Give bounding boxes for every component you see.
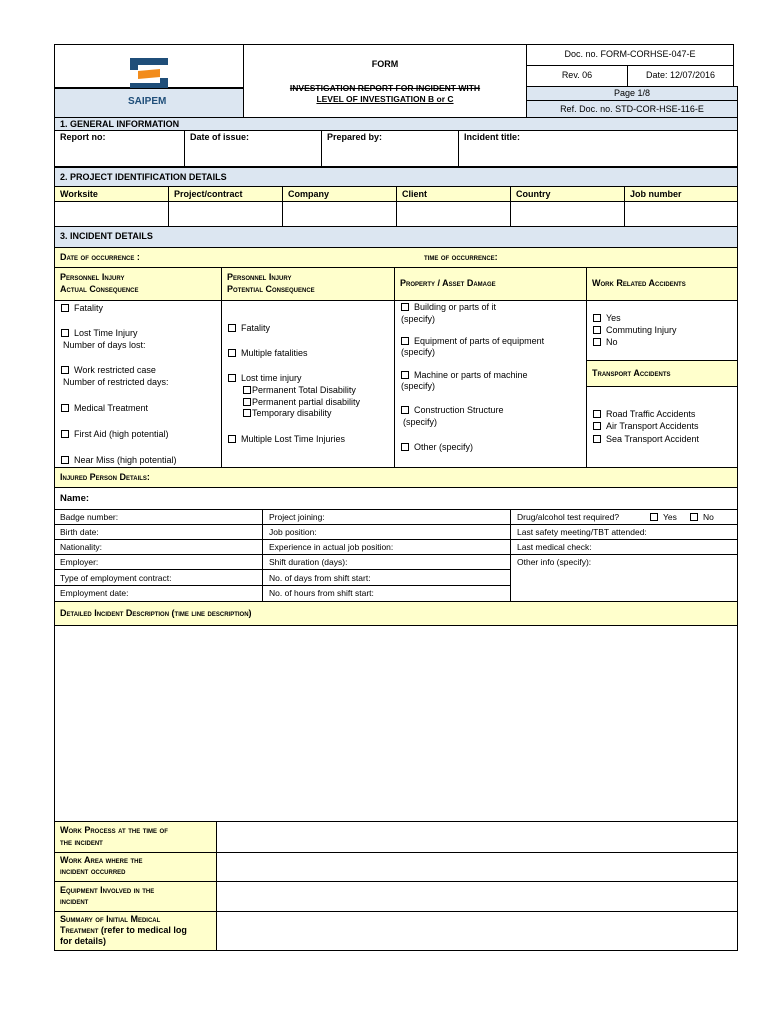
sea-transport-option[interactable]: Sea Transport Accident: [593, 434, 699, 444]
work-area-field[interactable]: [216, 852, 738, 882]
summary-field[interactable]: [216, 911, 738, 951]
work-process-line1: Work Process at the time of: [60, 825, 168, 835]
drug-test-label: Drug/alcohol test required?: [517, 512, 620, 522]
equipment-field[interactable]: [216, 881, 738, 912]
page-number: Page 1/8: [613, 88, 651, 98]
equipment-line2: incident: [60, 896, 89, 906]
potential-fatality-checkbox[interactable]: [228, 324, 236, 332]
project-joining-label: Project joining:: [269, 512, 325, 522]
construction-option[interactable]: Construction Structure: [401, 405, 504, 415]
perm-partial-checkbox[interactable]: [243, 398, 251, 406]
job-number-label: Job number: [630, 189, 682, 199]
project-contract-field[interactable]: [168, 201, 283, 227]
temporary-checkbox[interactable]: [243, 409, 251, 417]
potential-multiple-lti-option[interactable]: Multiple Lost Time Injuries: [228, 434, 345, 444]
building-option[interactable]: Building or parts of it: [401, 302, 496, 312]
hours-from-shift-label: No. of hours from shift start:: [269, 588, 374, 598]
building-checkbox[interactable]: [401, 303, 409, 311]
transport-header-label: Transport Accidents: [592, 368, 671, 378]
actual-first-aid-option[interactable]: First Aid (high potential): [61, 429, 169, 439]
perm-partial-option[interactable]: Permanent partial disability: [243, 397, 360, 407]
last-medical-check-label: Last medical check:: [517, 542, 592, 552]
prepared-by-label: Prepared by:: [327, 132, 383, 142]
temporary-option[interactable]: Temporary disability: [243, 408, 332, 418]
air-transport-checkbox[interactable]: [593, 422, 601, 430]
potential-lost-time-option[interactable]: Lost time injury: [228, 373, 302, 383]
work-related-header-label: Work Related Accidents: [592, 278, 686, 288]
potential-fatality-option[interactable]: Fatality: [228, 323, 270, 333]
actual-fatality-checkbox[interactable]: [61, 304, 69, 312]
last-safety-meeting-label: Last safety meeting/TBT attended:: [517, 527, 647, 537]
machine-option[interactable]: Machine or parts of machine: [401, 370, 528, 380]
actual-restricted-option[interactable]: Work restricted case: [61, 365, 156, 375]
drug-no-checkbox[interactable]: [690, 513, 698, 521]
injured-heading: [54, 467, 738, 488]
date-of-issue-label: Date of issue:: [190, 132, 250, 142]
potential-header-line2: Potential Consequence: [227, 284, 315, 294]
section1-title: 1. GENERAL INFORMATION: [60, 119, 180, 129]
actual-lost-time-checkbox[interactable]: [61, 329, 69, 337]
work-area-line2: incident occurred: [60, 866, 126, 876]
section2-title: 2. PROJECT IDENTIFICATION DETAILS: [60, 172, 227, 182]
days-lost-label: Number of days lost:: [63, 340, 146, 350]
employer-label: Employer:: [60, 557, 99, 567]
actual-near-miss-option[interactable]: Near Miss (high potential): [61, 455, 177, 465]
description-heading-label: Detailed Incident Description (time line description): [60, 608, 252, 618]
machine-specify: (specify): [401, 381, 436, 391]
actual-medical-checkbox[interactable]: [61, 404, 69, 412]
commuting-option[interactable]: Commuting Injury: [593, 325, 677, 335]
name-label: Name:: [60, 493, 90, 504]
summary-line1: Summary of Initial Medical: [60, 914, 161, 924]
road-traffic-option[interactable]: Road Traffic Accidents: [593, 409, 695, 419]
work-no-option[interactable]: No: [593, 337, 618, 347]
experience-label: Experience in actual job position:: [269, 542, 394, 552]
ref-doc: Ref. Doc. no. STD-COR-HSE-116-E: [560, 104, 704, 114]
other-option[interactable]: Other (specify): [401, 442, 473, 452]
birth-date-label: Birth date:: [60, 527, 99, 537]
name-field[interactable]: [54, 487, 738, 510]
construction-specify: (specify): [403, 417, 438, 427]
actual-medical-option[interactable]: Medical Treatment: [61, 403, 148, 413]
client-field[interactable]: [396, 201, 511, 227]
restricted-days-label: Number of restricted days:: [63, 377, 169, 387]
work-area-line1: Work Area where the: [60, 855, 143, 865]
actual-fatality-option[interactable]: Fatality: [61, 303, 103, 313]
rev-no: Rev. 06: [561, 70, 593, 80]
commuting-checkbox[interactable]: [593, 326, 601, 334]
date-time-row: [54, 247, 738, 268]
contract-type-label: Type of employment contract:: [60, 573, 172, 583]
construction-checkbox[interactable]: [401, 406, 409, 414]
other-info-label: Other info (specify):: [517, 557, 592, 567]
work-no-checkbox[interactable]: [593, 338, 601, 346]
actual-header-line2: Actual Consequence: [60, 284, 139, 294]
nationality-label: Nationality:: [60, 542, 103, 552]
saipem-logo: [128, 56, 170, 92]
road-traffic-checkbox[interactable]: [593, 410, 601, 418]
air-transport-option[interactable]: Air Transport Accidents: [593, 421, 699, 431]
section3-heading: [54, 226, 738, 248]
project-contract-label: Project/contract: [174, 189, 243, 199]
job-position-label: Job position:: [269, 527, 317, 537]
property-header-label: Property / Asset Damage: [400, 278, 496, 288]
perm-total-option[interactable]: Permanent Total Disability: [243, 385, 356, 395]
perm-total-checkbox[interactable]: [243, 386, 251, 394]
employment-date-label: Employment date:: [60, 588, 129, 598]
section3-title: 3. INCIDENT DETAILS: [60, 231, 153, 241]
actual-first-aid-checkbox[interactable]: [61, 430, 69, 438]
company-field[interactable]: [282, 201, 397, 227]
job-number-field[interactable]: [624, 201, 738, 227]
incident-title-label: Incident title:: [464, 132, 520, 142]
client-label: Client: [402, 189, 428, 199]
summary-line3: for details): [60, 936, 107, 946]
company-label: Company: [288, 189, 330, 199]
report-title-line1: INVESTIGATION REPORT FOR INCIDENT WITH: [289, 83, 481, 93]
badge-number-label: Badge number:: [60, 512, 119, 522]
worksite-field[interactable]: [54, 201, 169, 227]
worksite-label: Worksite: [60, 189, 98, 199]
header-title-cell: [243, 44, 527, 118]
logo-text: SAIPEM: [128, 96, 167, 107]
doc-date: Date: 12/07/2016: [645, 70, 716, 80]
sea-transport-checkbox[interactable]: [593, 435, 601, 443]
actual-restricted-checkbox[interactable]: [61, 366, 69, 374]
potential-multiple-fatalities-checkbox[interactable]: [228, 349, 236, 357]
machine-checkbox[interactable]: [401, 371, 409, 379]
other-checkbox[interactable]: [401, 443, 409, 451]
drug-yes-option[interactable]: Yes: [650, 512, 677, 522]
work-yes-option[interactable]: Yes: [593, 313, 621, 323]
actual-near-miss-checkbox[interactable]: [61, 456, 69, 464]
description-textarea[interactable]: [54, 625, 738, 822]
drug-yes-checkbox[interactable]: [650, 513, 658, 521]
work-process-line2: the incident: [60, 837, 103, 847]
actual-header-line1: Personnel Injury: [60, 272, 125, 282]
doc-no: Doc. no. FORM-CORHSE-047-E: [564, 49, 696, 59]
equipment-specify: (specify): [401, 347, 436, 357]
equipment-line1: Equipment Involved in the: [60, 885, 155, 895]
time-of-occurrence-label: time of occurrence:: [424, 252, 498, 262]
shift-duration-label: Shift duration (days):: [269, 557, 348, 567]
potential-multiple-fatalities-option[interactable]: Multiple fatalities: [228, 348, 308, 358]
equipment-checkbox[interactable]: [401, 337, 409, 345]
equipment-option[interactable]: Equipment of parts of equipment: [401, 336, 544, 346]
report-title-line2: LEVEL OF INVESTIGATION B or C: [316, 94, 454, 104]
potential-multiple-lti-checkbox[interactable]: [228, 435, 236, 443]
date-of-occurrence-label: Date of occurrence :: [60, 252, 140, 262]
report-no-label: Report no:: [60, 132, 106, 142]
summary-line2: Treatment (refer to medical log: [60, 925, 187, 935]
saipem-logo-icon: [128, 56, 170, 92]
country-label: Country: [516, 189, 551, 199]
potential-lost-time-checkbox[interactable]: [228, 374, 236, 382]
work-yes-checkbox[interactable]: [593, 314, 601, 322]
building-specify: (specify): [401, 314, 436, 324]
days-from-shift-label: No. of days from shift start:: [269, 573, 371, 583]
actual-lost-time-option[interactable]: Lost Time Injury: [61, 328, 138, 338]
form-label: FORM: [371, 59, 399, 69]
work-process-field[interactable]: [216, 821, 738, 853]
injured-heading-label: Injured Person Details:: [60, 472, 150, 482]
potential-header-line1: Personnel Injury: [227, 272, 292, 282]
country-field[interactable]: [510, 201, 625, 227]
drug-no-option[interactable]: No: [690, 512, 714, 522]
